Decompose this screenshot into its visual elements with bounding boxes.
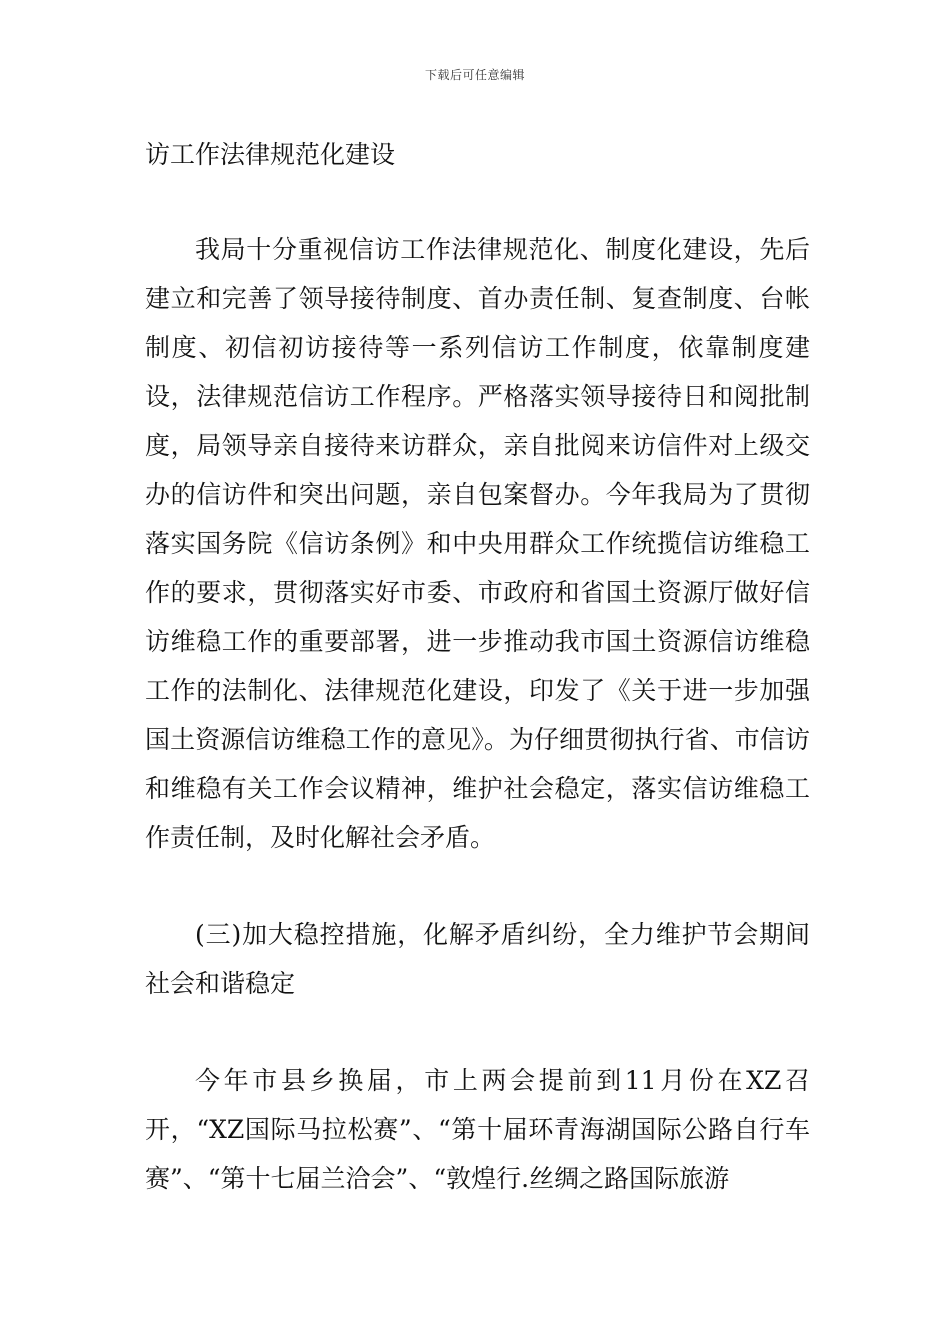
page-header-note: 下载后可任意编辑 (424, 68, 525, 82)
paragraph-legal-standardization: 我局十分重视信访工作法律规范化、制度化建设，先后建立和完善了领导接待制度、首办责任制、复查制度、台帐制度、初信初访接待等一系列信访工作制度，依靠制度建设，法律规范信访工作程序。严格落实领导接待日和阅批制度，局领导亲自接待来访群众，亲自批阅来访信件对上级交办的信访件和突出问题，亲自包案督办。今年我局为了贯彻落实国务院《信访条例》和中央用群众工作统揽信访维稳工作的要求，贯彻落实好市委、市政府和省国土资源厅做好信访维稳工作的重要部署，进一步推动我市国土资源信访维稳工作的法制化、法律规范化建设，印发了《关于进一步加强国土资源信访维稳工作的意见》。为仔细贯彻执行省、市信访和维稳有关工作会议精神，维护社会稳定，落实信访维稳工作责任制，及时化解社会矛盾。 (145, 235, 810, 852)
document-body (145, 130, 810, 1203)
section-heading-three: (三)加大稳控措施，化解矛盾纠纷，全力维护节会期间社会和谐稳定 (145, 920, 810, 998)
paragraph-continued-title: 访工作法律规范化建设 (145, 140, 396, 169)
paragraph-events: 今年市县乡换届，市上两会提前到11月份在XZ召开，“XZ国际马拉松赛”、“第十届环青海湖国际公路自行车赛”、“第十七届兰洽会”、“敦煌行.丝绸之路国际旅游 (145, 1066, 810, 1193)
